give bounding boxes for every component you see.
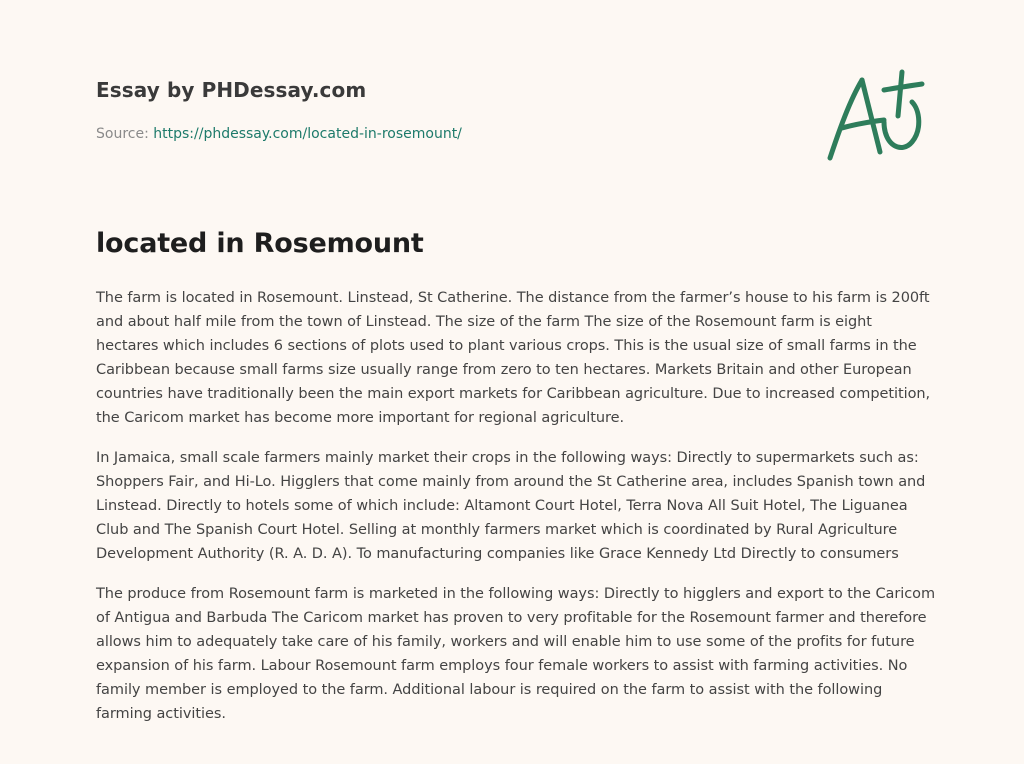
page-header	[96, 76, 796, 144]
brand-title: Essay by PHDessay.com	[96, 78, 367, 102]
source-label: Source:	[96, 126, 154, 142]
a-plus-logo	[822, 66, 932, 166]
paragraph: In Jamaica, small scale farmers mainly market their crops in the following ways: Directly to supermarkets such as: Shoppers Fair, and Hi-Lo. Higglers that come mainly from around the St Catherine area, includes Spanish town and Linstead. Directly to hotels some of which include: Altamont Court Hotel, Terra Nova All Suit Hotel, The Liguanea Club and The Spanish Court Hotel. Selling at monthly farmers market which is coordinated by Rural Agriculture Development Authority (R. A. D. A). To manufacturing companies like Grace Kennedy Ltd Directly to consumers	[96, 450, 926, 562]
article-body	[96, 286, 936, 742]
source-line	[96, 124, 796, 144]
paragraph: The produce from Rosemount farm is marketed in the following ways: Directly to higglers and export to the Caricom of Antigua and Barbuda The Caricom market has proven to very profitable for the Rosemount farmer and therefore allows him to adequately take care of his family, workers and will enable him to use some of the profits for future expansion of his farm. Labour Rosemount farm employs four female workers to assist with farming activities. No family member is employed to the farm. Additional labour is required on the farm to assist with the following farming activities.	[96, 586, 936, 722]
source-link[interactable]: https://phdessay.com/located-in-rosemount/	[153, 126, 462, 142]
paragraph: The farm is located in Rosemount. Linstead, St Catherine. The distance from the farmer’s house to his farm is 200ft and about half mile from the town of Linstead. The size of the farm The size of the Rosemount farm is eight hectares which includes 6 sections of plots used to plant various crops. This is the usual size of small farms in the Caribbean because small farms size usually range from zero to ten hectares. Markets Britain and other European countries have traditionally been the main export markets for Caribbean agriculture. Due to increased competition, the Caricom market has become more important for regional agriculture.	[96, 290, 931, 426]
article-title: located in Rosemount	[96, 228, 424, 259]
